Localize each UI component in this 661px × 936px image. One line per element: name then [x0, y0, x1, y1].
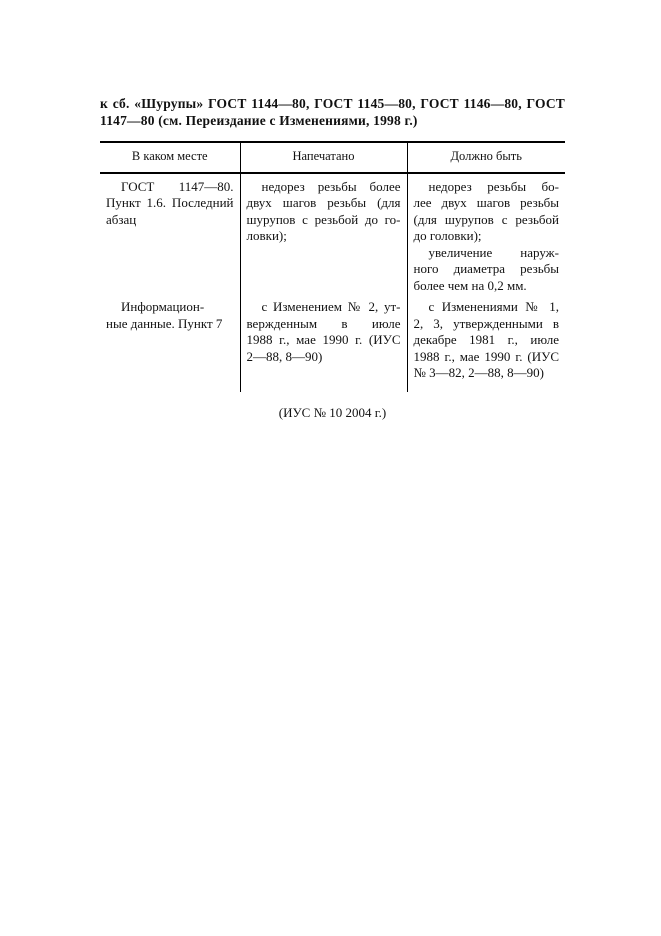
cell-paragraph	[247, 299, 401, 365]
cell-paragraph	[414, 179, 560, 245]
table-cell-printed	[240, 294, 407, 392]
text-line: до головки);	[413, 228, 482, 243]
text-line: вержденным в июле	[246, 315, 401, 331]
cell-paragraph	[106, 179, 234, 229]
text-line: № 3—82, 2—88, 8—90)	[413, 365, 544, 380]
table-row	[100, 294, 565, 392]
text-line: увеличение наруж-	[428, 244, 559, 260]
cell-paragraph	[414, 245, 560, 295]
table-cell-printed	[240, 173, 407, 295]
table-header-row	[100, 142, 565, 173]
text-line: ГОСТ 1147—80.	[121, 178, 234, 194]
col-header-where: В каком месте	[100, 142, 240, 173]
cell-paragraph	[414, 299, 560, 382]
text-line: более чем на 0,2 мм.	[413, 277, 527, 293]
text-line: лее двух шагов резьбы	[413, 195, 559, 210]
cell-paragraph	[106, 299, 234, 332]
text-line: декабре 1981 г., июле	[413, 332, 559, 347]
text-line: 1988 г., мае 1990 г. (ИУС	[413, 348, 559, 364]
text-line: недорез резьбы более	[261, 178, 401, 194]
text-line: 2, 3, утвержденными в	[413, 315, 559, 331]
table-row	[100, 173, 565, 295]
text-line: с Изменением № 2, ут-	[261, 299, 401, 314]
text-line: двух шагов резьбы (для	[246, 195, 401, 210]
cell-paragraph	[247, 179, 401, 245]
text-line: Пункт 1.6. Последний	[106, 195, 234, 210]
text-line: недорез резьбы бо-	[428, 178, 559, 194]
source-note: (ИУС № 10 2004 г.)	[278, 404, 387, 420]
text-line: ловки);	[246, 228, 287, 243]
document-page	[100, 95, 565, 421]
table-cell-should-be	[407, 294, 565, 392]
text-line: абзац	[106, 211, 137, 227]
text-line: 2—88, 8—90)	[246, 348, 323, 364]
col-header-printed: Напечатано	[240, 142, 407, 173]
text-line: ные данные. Пункт 7	[106, 315, 223, 331]
text-line: с Изменениями № 1,	[428, 299, 559, 314]
table-cell-should-be	[407, 173, 565, 295]
errata-table	[100, 141, 565, 392]
text-line: шурупов с резьбой до го-	[246, 211, 401, 227]
table-cell-where	[100, 173, 240, 295]
text-line: Информацион-	[121, 299, 205, 314]
text-line: 1988 г., мае 1990 г. (ИУС	[246, 332, 401, 347]
table-cell-where	[100, 294, 240, 392]
text-line: (для шурупов с резьбой	[413, 211, 559, 227]
document-title: к сб. «Шурупы» ГОСТ 1144—80, ГОСТ 1145—80, ГОСТ 1146—80, ГОСТ 1147—80 (см. Переиздание с Изменениями, 1998 г.)	[100, 96, 565, 128]
errata-table-body	[100, 173, 565, 392]
text-line: ного диаметра резьбы	[413, 261, 559, 276]
col-header-should-be: Должно быть	[407, 142, 565, 173]
